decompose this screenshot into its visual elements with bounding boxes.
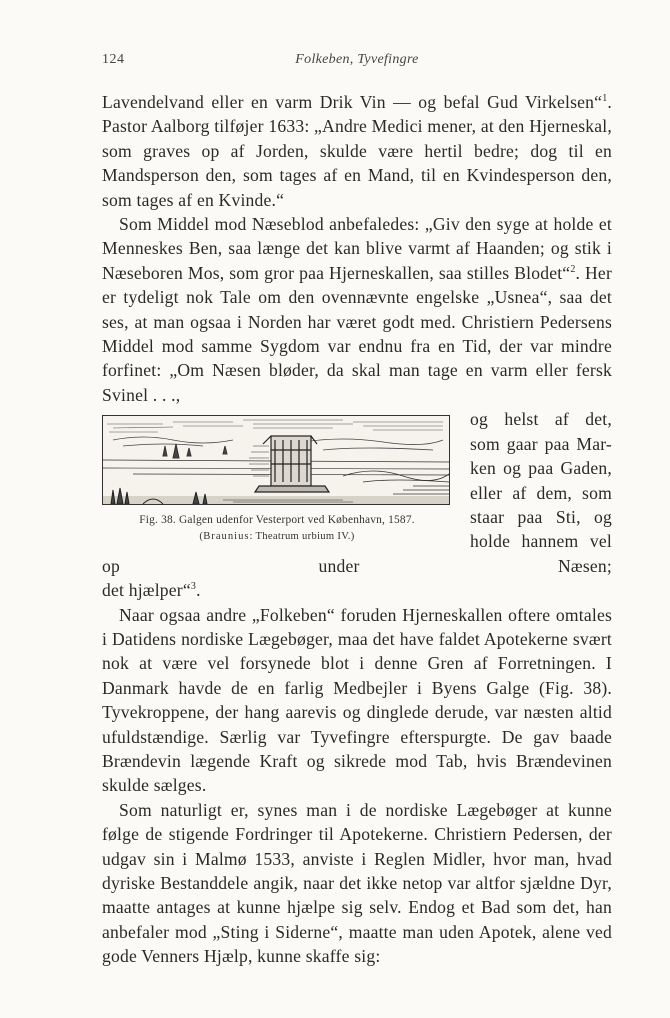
body-text [102, 90, 612, 969]
running-head [102, 50, 612, 76]
wrap-line: holde hannem vel [470, 531, 612, 552]
figure-38 [102, 415, 452, 543]
footnote-ref-3: 3 [190, 581, 197, 593]
figure-caption: Fig. 38. Galgen udenfor Vesterport ved København, 1587. [139, 514, 415, 527]
paragraph-4: Som naturligt er, synes man i de nordiske Lægebøger at kunne følge de stigende Fordringer til Apotekerne. Christiern Pedersen, der udgav sin i Malmø 1533, anviste i Reglen Midler, hvor man, hvad dyriske Bestanddele angik, naar det ikke netop var altfor sjældne Dyr, maatte antages at kunne hjælpe sig selv. Endog et Bad som det, han anbefaler mod „Sting i Siderne“, maatte man uden Apotek, alene ved gode Venners Hjælp, kunne skaffe sig: [102, 799, 612, 967]
wrap-line: staar paa Sti, og [470, 506, 612, 527]
paragraph-1: Lavendelvand eller en varm Drik Vin — og befal Gud Virkelsen“$^1$. Pastor Aalborg tilføjer 1633: „Andre Medici mener, at den Hjerneskal, som graves op af Jorden, skulde være hertil bedre; dog til en Mandsperson den, som tages af en Mand, til en Kvindesperson den, som tages af en Kvinde.“ [102, 92, 612, 210]
paragraph-2: Som Middel mod Næseblod anbefaledes: „Giv den syge at holde et Menneskes Ben, saa længe det kan blive varmt af Haanden; og stik i Næseboren Mos, som gror paa Hjerneskallen, saa stilles Blodet“$^2$. Her er tydeligt nok Tale om den ovennævnte engelske „Usnea“, saa det ses, at man ogsaa i Norden har været godt med. Christiern Pedersens Middel mod samme Sygdom var endnu fra en Tid, der var mindre forfinet: „Om Næsen bløder, da skal man tage en varm eller fersk Svinel . . ., [102, 214, 612, 405]
wrap-line: som gaar paa Mar- [470, 433, 612, 454]
wrap-line: og helst af det, [470, 409, 612, 430]
gallows-engraving-illustration [102, 415, 450, 505]
wrap-line: eller af dem, som [470, 482, 612, 503]
figure-source-title: Theatrum urbium IV. [255, 531, 351, 543]
figure-source-author: Braunius [203, 531, 250, 543]
page-number: 124 [102, 52, 125, 67]
paragraph-3: Naar ogsaa andre „Folkeben“ foruden Hjerneskallen oftere omtales i Datidens nordiske Lægebøger, maa det have faldet Apotekerne svært nok at være vel forsynede blot i denne Gren af Forretningen. I Danmark havde de en farlig Medbejler i Byens Galge (Fig. 38). Tyvekroppene, der hang aarevis og dinglede derude, var næsten altid ufuldstændige. Særlig var Tyvefingre efterspurgte. De gav baade Brændevin lægende Kraft og sikrede mod Tab, hvis Brændevinen skulde sælges. [102, 604, 612, 796]
wrap-line: ken og paa Gaden, [470, 458, 612, 479]
book-page [102, 50, 612, 969]
figure-source: (Braunius: Theatrum urbium IV.) [199, 531, 355, 543]
footnote-ref-2: 2 [570, 263, 576, 275]
wrap-line: op under Næsen; [102, 555, 612, 576]
running-title: Folkeben, Tyvefingre [295, 52, 419, 67]
wrap-line-final: det hjælper“$^3$. [102, 580, 201, 601]
footnote-ref-1: 1 [602, 93, 608, 105]
